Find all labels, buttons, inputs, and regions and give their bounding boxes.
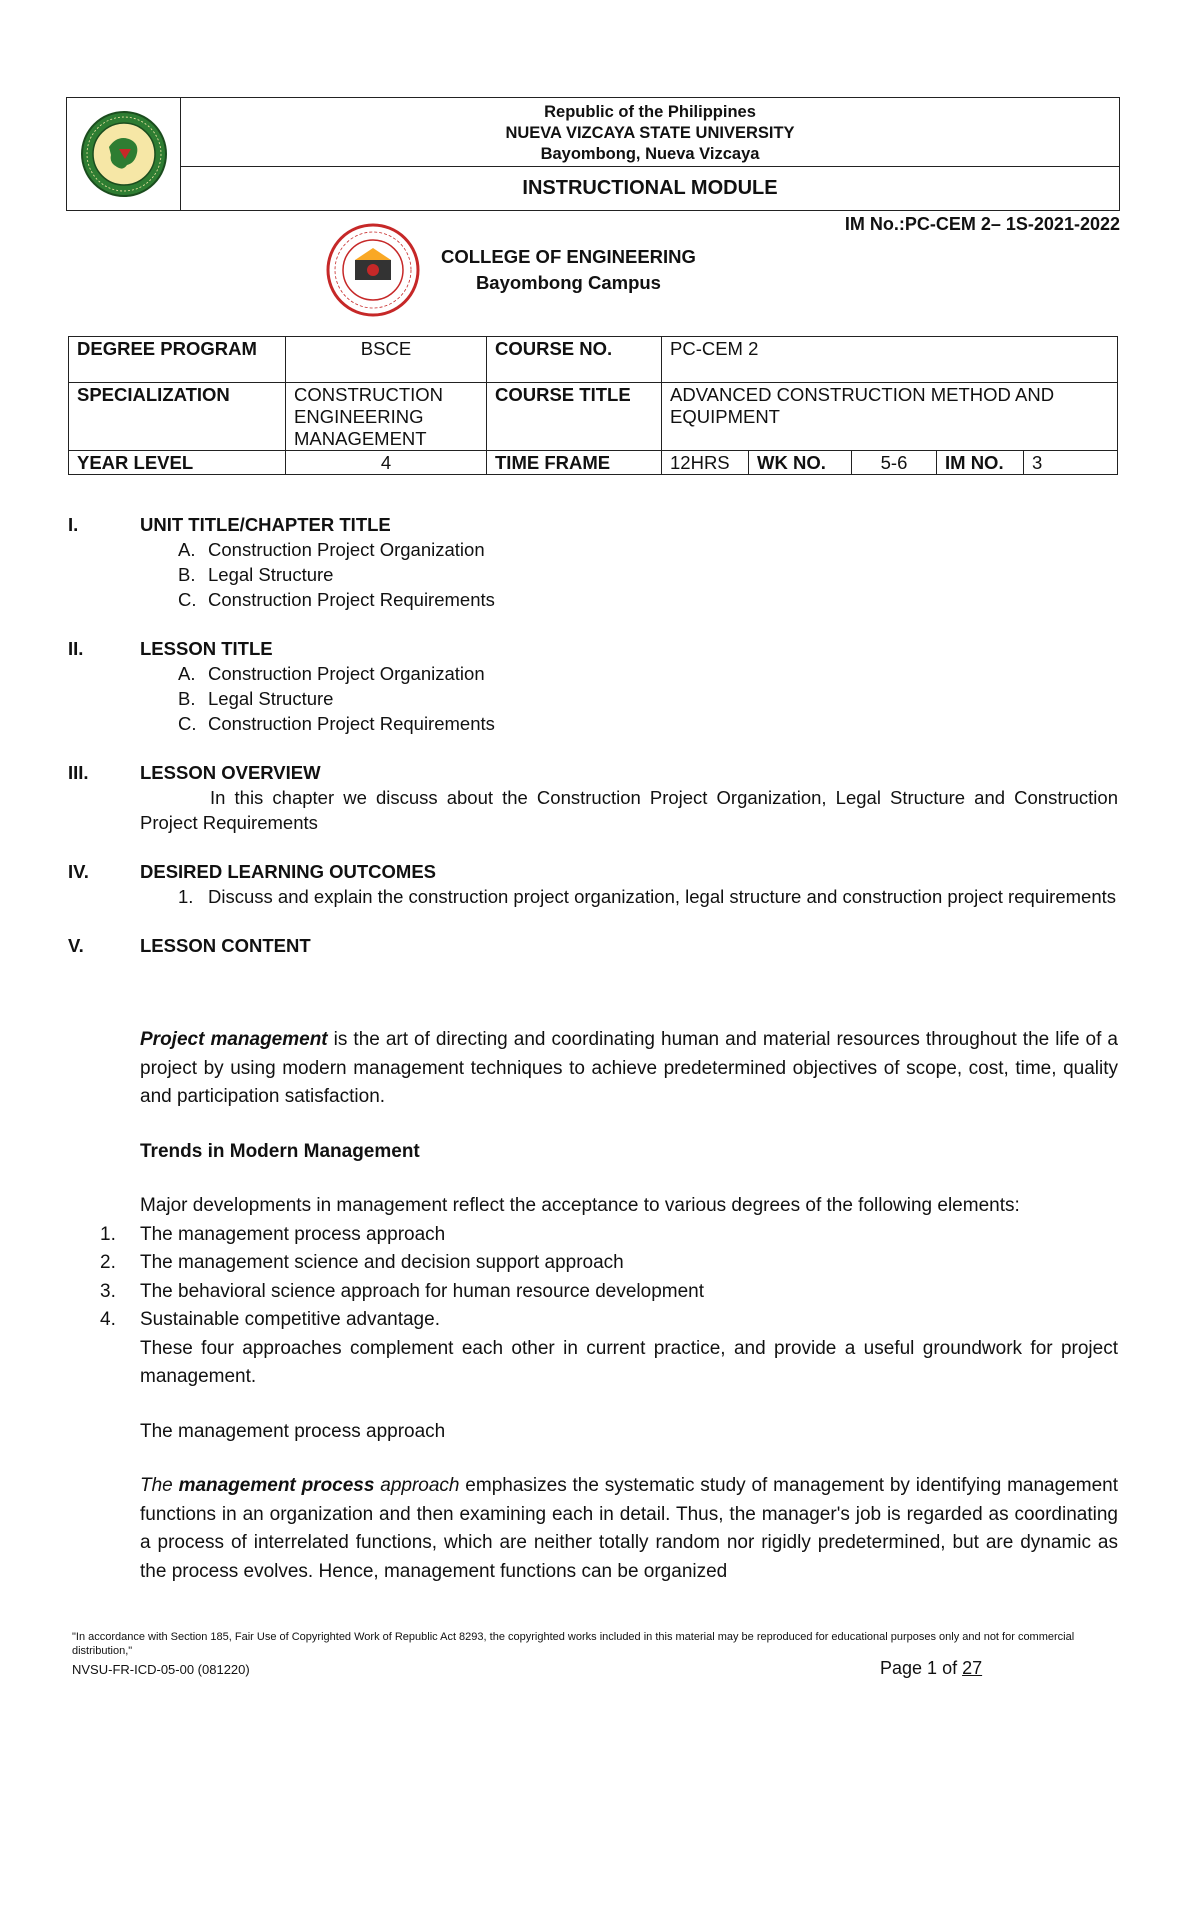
year-level-label: YEAR LEVEL <box>69 451 286 475</box>
module-title: INSTRUCTIONAL MODULE <box>522 177 778 199</box>
mpa-term: management process <box>178 1475 375 1496</box>
year-level-value: 4 <box>286 451 487 475</box>
logo-cell <box>67 98 181 210</box>
im-number: IM No.:PC-CEM 2– 1S-2021-2022 <box>844 214 1120 234</box>
week-label: WK NO. <box>749 451 852 475</box>
trends-list <box>68 1221 1118 1335</box>
copyright-note: "In accordance with Section 185, Fair Use of Copyrighted Work of Republic Act 8293, the copyrighted works included in this material may be reproduced for educational purposes only and not for commercial distribution," <box>72 1631 1075 1657</box>
section-learning-outcomes <box>68 859 1118 909</box>
list-item: B. Legal Structure <box>178 688 334 709</box>
mpa-heading: The management process approach <box>140 1420 446 1442</box>
list-item: 4. Sustainable competitive advantage. <box>100 1309 440 1330</box>
table-row <box>69 337 1118 383</box>
time-frame-label: TIME FRAME <box>487 451 662 475</box>
college-text <box>441 244 696 296</box>
course-title-value: ADVANCED CONSTRUCTION METHOD AND EQUIPMENT <box>662 383 1118 451</box>
table-row <box>69 383 1118 451</box>
list-item: A. Construction Project Organization <box>178 539 485 560</box>
course-no-label: COURSE NO. <box>487 337 662 383</box>
list-item: 2. The management science and decision support approach <box>100 1252 624 1273</box>
list-item: B. Legal Structure <box>178 564 334 585</box>
list-item: 1. The management process approach <box>100 1223 446 1245</box>
section-title: LESSON OVERVIEW <box>140 762 321 783</box>
section-lesson-title <box>68 636 1118 736</box>
section-number: I. <box>68 514 79 535</box>
campus-name: Bayombong Campus <box>475 272 661 293</box>
university-seal-icon <box>79 109 169 199</box>
overview-text: In this chapter we discuss about the Construction Project Organization, Legal Structure and Construction Project Requirements <box>140 787 1118 833</box>
course-info-table <box>68 336 1118 475</box>
college-seal-icon <box>325 222 421 318</box>
mpa-paragraph: The management process approach emphasizes the systematic study of management by identifying management functions in an organization and then examining each in detail. Thus, the manager's job is regarded as coordinating a process of interrelated functions, which are neither totally random nor rigidly predetermined, but are dynamic as the process evolves. Hence, management functions can be organized <box>140 1475 1118 1582</box>
list-item: C. Construction Project Requirements <box>178 589 495 610</box>
header-title-block <box>181 98 1119 167</box>
college-block <box>325 222 696 318</box>
college-name: COLLEGE OF ENGINEERING <box>441 246 696 267</box>
course-title-label: COURSE TITLE <box>487 383 662 451</box>
section-number: V. <box>68 935 84 956</box>
week-value: 5-6 <box>852 451 937 475</box>
section-number: III. <box>68 762 89 783</box>
degree-value: BSCE <box>286 337 487 383</box>
trends-heading: Trends in Modern Management <box>140 1140 420 1162</box>
list-item: C. Construction Project Requirements <box>178 713 495 734</box>
im-value: 3 <box>1024 451 1118 475</box>
course-no-value: PC-CEM 2 <box>662 337 1118 383</box>
university-location: Bayombong, Nueva Vizcaya <box>540 145 760 163</box>
section-title: UNIT TITLE/CHAPTER TITLE <box>140 514 391 535</box>
degree-label: DEGREE PROGRAM <box>69 337 286 383</box>
section-title: LESSON CONTENT <box>140 935 311 956</box>
form-code: NVSU-FR-ICD-05-00 (081220) <box>72 1662 250 1677</box>
list-item: 1. Discuss and explain the construction project organization, legal structure and construction project requirements <box>178 886 1117 907</box>
trends-close: These four approaches complement each other in current practice, and provide a useful groundwork for project management. <box>140 1337 1118 1387</box>
specialization-label: SPECIALIZATION <box>69 383 286 451</box>
im-label: IM NO. <box>937 451 1024 475</box>
section-unit-title <box>68 512 1118 612</box>
header-right <box>181 98 1119 210</box>
lesson-content <box>68 1026 1118 1586</box>
specialization-value: CONSTRUCTION ENGINEERING MANAGEMENT <box>286 383 487 451</box>
page-number: Page 1 of 27 <box>880 1658 983 1678</box>
time-frame-value: 12HRS <box>662 451 749 475</box>
section-title: LESSON TITLE <box>140 638 273 659</box>
section-number: IV. <box>68 861 89 882</box>
section-lesson-content <box>68 933 1118 958</box>
project-management-paragraph: Project management is the art of directing and coordinating human and material resources throughout the life of a project by using modern management techniques to achieve predetermined objectives of scope, cost, time, quality and participation satisfaction. <box>140 1029 1118 1107</box>
trends-intro: Major developments in management reflect the acceptance to various degrees of the following elements: <box>140 1195 1020 1216</box>
list-item: 3. The behavioral science approach for human resource development <box>100 1280 704 1302</box>
pm-term: Project management <box>140 1029 328 1050</box>
university-name: NUEVA VIZCAYA STATE UNIVERSITY <box>505 124 795 142</box>
section-lesson-overview <box>68 760 1118 835</box>
sections <box>68 512 1118 982</box>
list-item: A. Construction Project Organization <box>178 663 485 684</box>
section-number: II. <box>68 638 84 659</box>
country-name: Republic of the Philippines <box>544 103 756 121</box>
section-title: DESIRED LEARNING OUTCOMES <box>140 861 437 882</box>
header-box <box>66 97 1120 211</box>
table-row <box>69 451 1118 475</box>
